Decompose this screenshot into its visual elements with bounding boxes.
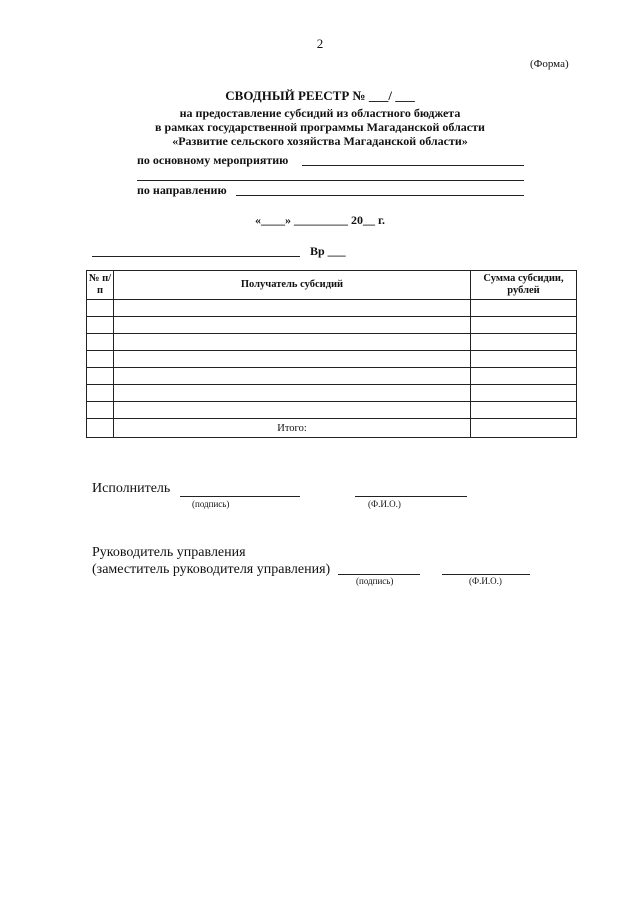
table-header-row — [87, 271, 577, 300]
head-label-line-2: (заместитель руководителя управления) — [92, 562, 331, 577]
cell-recipient — [114, 317, 471, 334]
vr-prefix-line — [92, 256, 300, 257]
cell-amount — [471, 402, 577, 419]
total-label: Итого: — [114, 419, 471, 438]
cell-amount — [471, 334, 577, 351]
cell-amount — [471, 317, 577, 334]
head-signature-caption: (подпись) — [356, 576, 394, 586]
subtitle-line-2: в рамках государственной программы Магаданской области — [155, 120, 485, 134]
registry-table — [86, 270, 577, 438]
header-num: № п/п — [87, 271, 114, 300]
cell-recipient — [114, 368, 471, 385]
cell-recipient — [114, 402, 471, 419]
main-event-line-2 — [137, 180, 524, 181]
head-fio-caption: (Ф.И.О.) — [469, 576, 502, 586]
cell-recipient — [114, 300, 471, 317]
main-event-line — [302, 165, 524, 166]
table-row — [87, 385, 577, 402]
date-line: «____» _________ 20__ г. — [254, 213, 386, 227]
cell-amount — [471, 300, 577, 317]
cell-num — [87, 385, 114, 402]
table-row — [87, 317, 577, 334]
table-total-row — [87, 419, 577, 438]
vr-label: Вр ___ — [310, 244, 346, 258]
cell-amount — [471, 368, 577, 385]
cell-num — [87, 334, 114, 351]
cell-num — [87, 402, 114, 419]
cell-num — [87, 368, 114, 385]
executor-signature-line — [180, 496, 300, 497]
cell-num — [87, 419, 114, 438]
direction-line — [236, 195, 524, 196]
head-label-line-1: Руководитель управления — [92, 545, 246, 560]
cell-num — [87, 351, 114, 368]
main-event-label: по основному мероприятию — [137, 153, 289, 167]
head-fio-line — [442, 574, 530, 575]
table-row — [87, 300, 577, 317]
executor-signature-caption: (подпись) — [192, 499, 230, 509]
table-row — [87, 368, 577, 385]
executor-label: Исполнитель — [92, 481, 171, 496]
table-row — [87, 351, 577, 368]
cell-recipient — [114, 334, 471, 351]
header-recipient: Получатель субсидий — [114, 271, 471, 300]
cell-num — [87, 317, 114, 334]
head-signature-line — [338, 574, 420, 575]
total-amount — [471, 419, 577, 438]
subtitle-line-3: «Развитие сельского хозяйства Магаданской области» — [172, 134, 468, 148]
cell-amount — [471, 351, 577, 368]
header-amount: Сумма субсидии, рублей — [471, 271, 577, 300]
cell-amount — [471, 385, 577, 402]
form-label: (Форма) — [530, 58, 569, 70]
document-title: СВОДНЫЙ РЕЕСТР № ___/ ___ — [225, 88, 415, 103]
direction-label: по направлению — [137, 183, 227, 197]
executor-fio-caption: (Ф.И.О.) — [368, 499, 401, 509]
table-row — [87, 334, 577, 351]
page-number: 2 — [316, 36, 324, 51]
cell-recipient — [114, 351, 471, 368]
cell-num — [87, 300, 114, 317]
subtitle-line-1: на предоставление субсидий из областного бюджета — [179, 106, 461, 120]
executor-fio-line — [355, 496, 467, 497]
cell-recipient — [114, 385, 471, 402]
table-row — [87, 402, 577, 419]
